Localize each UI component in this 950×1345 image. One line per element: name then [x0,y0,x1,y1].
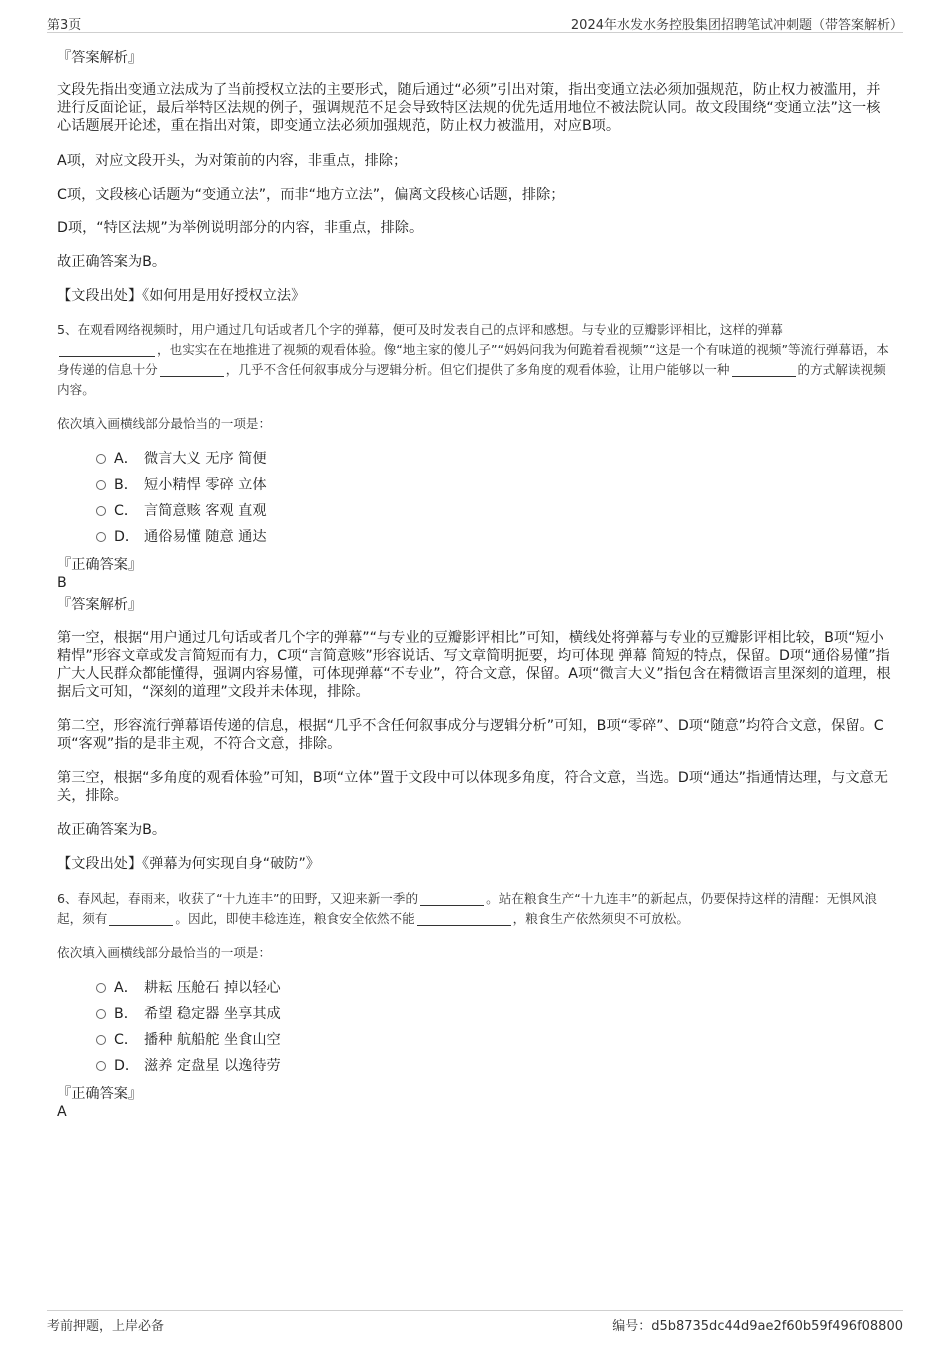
option-text: 耕耘 压舱石 掉以轻心 [144,980,281,996]
option-letter: C． [114,503,139,519]
stem-part: 。站在粮食生产“十九连丰”的新起点，仍要保持这样的清醒：无惧风浪起，须有 [57,891,877,926]
stem-part: 的方式解读视频内容。 [57,362,886,397]
option-text: 播种 航船舵 坐食山空 [144,1032,281,1048]
code-label: 编号： [612,1319,652,1334]
stem-part: 。因此，即使丰稔连连，粮食安全依然不能 [175,911,415,926]
fill-blank [420,891,484,906]
fill-blank [417,911,511,926]
analysis-option-d: D项，“特区法规”为举例说明部分的内容，非重点，排除。 [57,220,424,236]
analysis-paragraph: 第三空，根据“多角度的观看体验”可知，B项“立体”置于文段中可以体现多角度，符合文意，当选。D项“通达”指通情达理，与文意无关，排除。 [57,770,888,804]
analysis-option-a: A项，对应文段开头，为对策前的内容，非重点，排除； [57,153,408,169]
analysis-paragraph: 第一空，根据“用户通过几句话或者几个字的弹幕”“与专业的豆瓣影评相比”可知，横线处将弹幕与专业的豆瓣影评相比较，B项“短小精悍”形容文章或发言简短而有力，C项“言简意赅”形容说话、写文章简明扼要，均可体现 弹幕 简短的特点，保留。D项“通俗易懂”指广大人民群众都能懂得，强调内容易懂，可体现弹幕“不专业”，符合文意，保留。A项“微言大义”指包含在精微语言里深刻的道理，根据后文可知，“深刻的道理”文段并未体现，排除。 [57,630,891,700]
fill-blank [160,362,224,377]
option-letter: C． [114,1032,139,1048]
correct-answer: B [57,575,67,591]
stem-part: ，也实实在在地推进了视频的观看体验。像“地主家的傻儿子”“妈妈问我为何跪着看视频”“这是一个有味道的视频”等流行弹幕语，本身传递的信息十分 [57,342,889,377]
radio-icon[interactable] [96,532,106,542]
option-text: 通俗易懂 随意 通达 [144,529,267,545]
option-letter: A． [114,980,138,996]
fill-blank [59,342,155,357]
option-letter: A． [114,451,138,467]
stem-part: ，几乎不含任何叙事成分与逻辑分析。但它们提供了多角度的观看体验，让用户能够以一种 [225,362,730,377]
option-b[interactable] [96,475,267,495]
radio-icon[interactable] [96,454,106,464]
option-letter: B． [114,1006,138,1022]
analysis-label: 『答案解析』 [57,50,143,66]
question-instruction: 依次填入画横线部分最恰当的一项是： [57,416,272,431]
source-citation: 【文段出处】《如何用是用好授权立法》 [57,288,306,304]
option-letter: B． [114,477,138,493]
option-text: 微言大义 无序 简便 [144,451,267,467]
question-instruction: 依次填入画横线部分最恰当的一项是： [57,945,272,960]
source-citation: 【文段出处】《弹幕为何实现自身“破防”》 [57,856,320,872]
option-c[interactable] [96,1030,281,1050]
answer-conclusion: 故正确答案为B。 [57,254,167,270]
correct-answer: A [57,1104,67,1120]
option-c[interactable] [96,501,267,521]
radio-icon[interactable] [96,480,106,490]
stem-part: 5、在观看网络视频时，用户通过几句话或者几个字的弹幕，便可及时发表自己的点评和感想。与专业的豆瓣影评相比，这样的弹幕 [57,322,783,337]
answer-conclusion: 故正确答案为B。 [57,822,167,838]
question-5-stem [57,320,893,400]
correct-answer-label: 『正确答案』 [57,1086,143,1102]
page-header [47,12,903,33]
fill-blank [732,362,796,377]
option-d[interactable] [96,1056,281,1076]
radio-icon[interactable] [96,506,106,516]
radio-icon[interactable] [96,983,106,993]
option-a[interactable] [96,978,281,998]
footer-slogan: 考前押题，上岸必备 [47,1319,165,1334]
radio-icon[interactable] [96,1061,106,1071]
analysis-paragraph: 文段先指出变通立法成为了当前授权立法的主要形式，随后通过“必须”引出对策，指出变通立法必须加强规范，防止权力被滥用，并进行反面论证，最后举特区法规的例子，强调规范不足会导致特区法规的优先适用地位不被法院认同。故文段围绕“变通立法”这一核心话题展开论述，重在指出对策，即变通立法必须加强规范，防止权力被滥用，对应B项。 [57,82,881,134]
analysis-option-c: C项，文段核心话题为“变通立法”，而非“地方立法”，偏离文段核心话题，排除； [57,187,565,203]
option-letter: D． [114,529,140,545]
radio-icon[interactable] [96,1035,106,1045]
page-footer [47,1310,903,1335]
option-text: 短小精悍 零碎 立体 [144,477,267,493]
analysis-label: 『答案解析』 [57,597,143,613]
option-text: 滋养 定盘星 以逸待劳 [144,1058,281,1074]
correct-answer-label: 『正确答案』 [57,557,143,573]
stem-part: ，粮食生产依然须臾不可放松。 [512,911,689,926]
option-text: 希望 稳定器 坐享其成 [144,1006,281,1022]
question-6-stem [57,889,893,929]
option-d[interactable] [96,527,267,547]
code-value: d5b8735dc44d9ae2f60b59f496f08800 [651,1319,903,1334]
option-letter: D． [114,1058,140,1074]
document-code [612,1315,903,1334]
fill-blank [109,911,173,926]
option-b[interactable] [96,1004,281,1024]
radio-icon[interactable] [96,1009,106,1019]
option-a[interactable] [96,449,267,469]
stem-part: 6、春风起，春雨来，收获了“十九连丰”的田野，又迎来新一季的 [57,891,419,906]
option-text: 言简意赅 客观 直观 [144,503,267,519]
page-number: 第3页 [47,18,82,33]
document-title: 2024年水发水务控股集团招聘笔试冲刺题（带答案解析） [570,18,903,33]
analysis-paragraph: 第二空，形容流行弹幕语传递的信息，根据“几乎不含任何叙事成分与逻辑分析”可知，B项“零碎”、D项“随意”均符合文意，保留。C项“客观”指的是非主观，不符合文意，排除。 [57,718,884,752]
